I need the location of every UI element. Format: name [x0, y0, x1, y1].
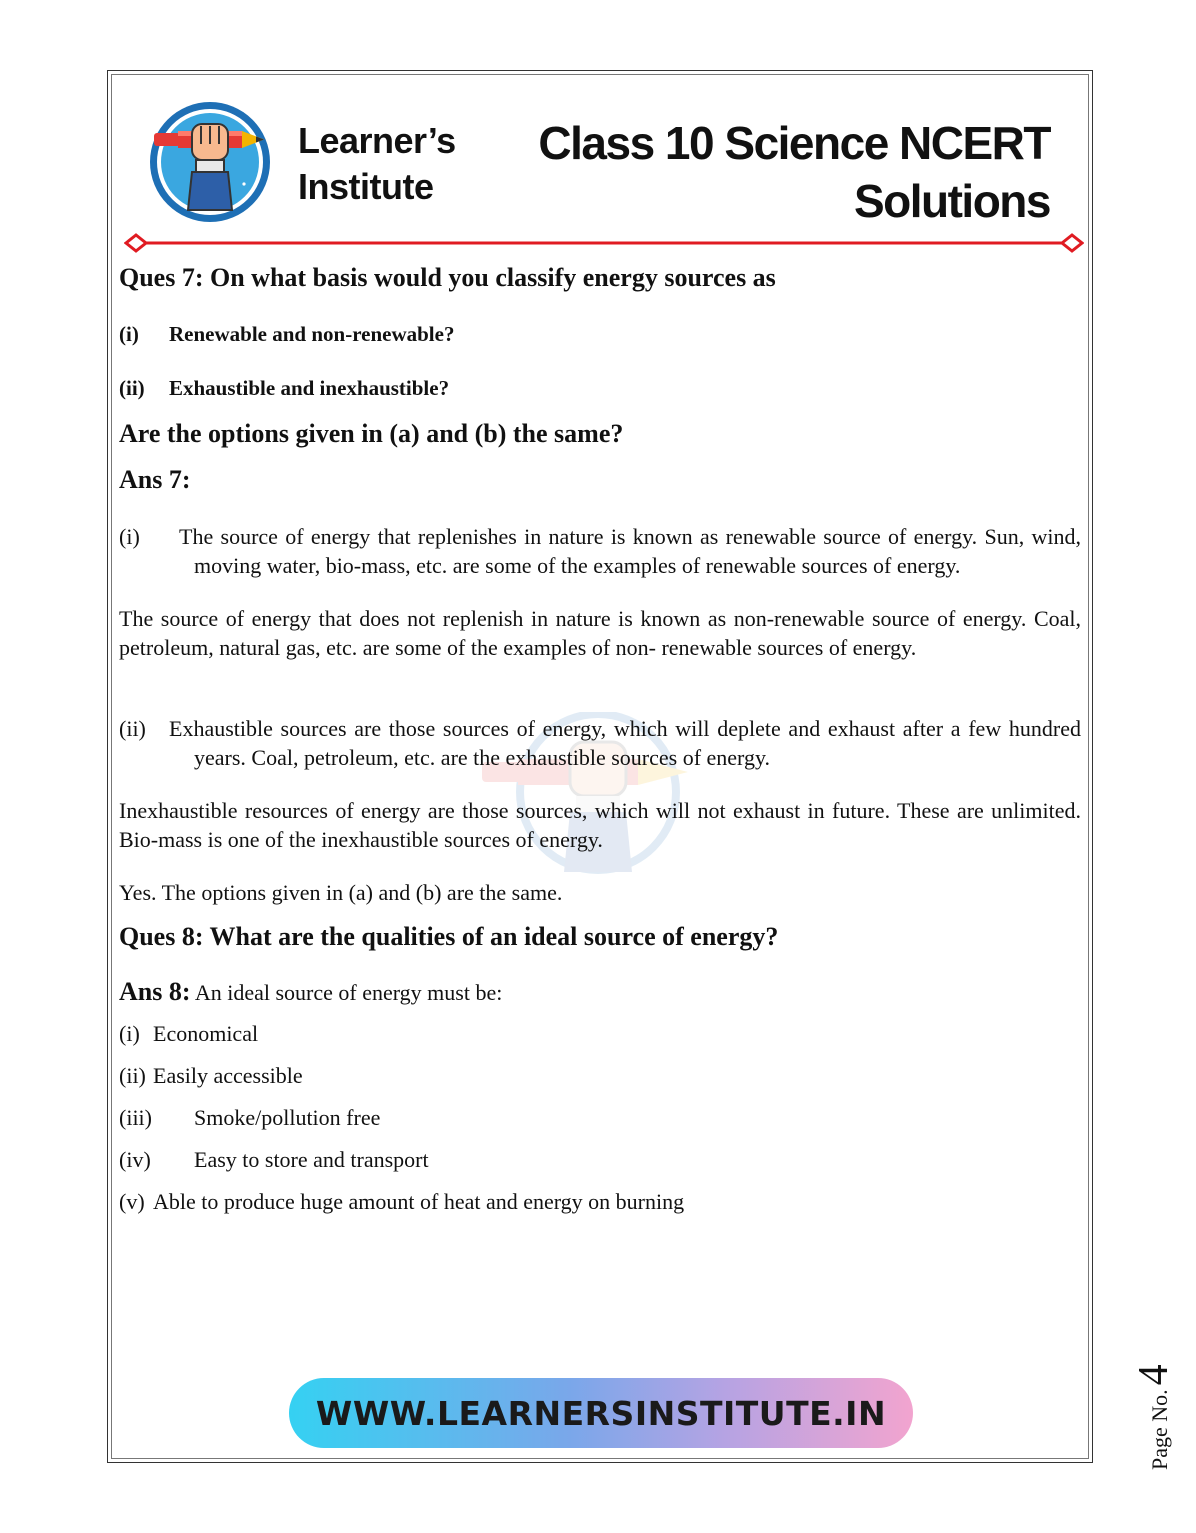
brand-name — [298, 118, 456, 210]
item-number: (i) — [119, 1021, 140, 1046]
website-url[interactable]: WWW.LEARNERSINSTITUTE.IN — [315, 1393, 887, 1433]
header-divider — [124, 233, 1084, 253]
document-title — [538, 114, 1050, 230]
title-line-1: Class 10 Science NCERT — [538, 117, 1050, 169]
answer-7-paragraph-4: Inexhaustible resources of energy are those sources, which will not exhaust in future. These are unlimited. Bio-mass is one of the inexhaustible sources of energy. — [119, 798, 1081, 852]
question-7-option-ii — [119, 374, 1081, 402]
answer-part-text: The source of energy that replenishes in nature is known as renewable source of energy. Sun, wind, moving water, bio-mass, etc. are some of the examples of renewable sources of energy. — [179, 524, 1081, 578]
option-text: Exhaustible and inexhaustible? — [169, 376, 450, 400]
question-7-followup: Are the options given in (a) and (b) the same? — [119, 419, 624, 448]
answer-7-label: Ans 7: — [119, 465, 191, 494]
item-text: Economical — [153, 1021, 259, 1046]
answer-8-item-v — [119, 1187, 1081, 1216]
title-line-2: Solutions — [853, 175, 1050, 227]
item-text: Able to produce huge amount of heat and energy on burning — [153, 1189, 685, 1214]
answer-8-item-iii — [119, 1103, 1081, 1132]
website-url-banner[interactable] — [289, 1378, 913, 1448]
answer-8-item-i — [119, 1019, 1081, 1048]
answer-7-paragraph-5: Yes. The options given in (a) and (b) are the same. — [119, 880, 563, 905]
answer-8-item-ii — [119, 1061, 1081, 1090]
option-text: Renewable and non-renewable? — [169, 322, 455, 346]
item-text: Easily accessible — [153, 1063, 303, 1088]
question-8-title: Ques 8: What are the qualities of an ideal source of energy? — [119, 922, 779, 951]
learners-institute-logo — [148, 100, 272, 224]
answer-8-item-iv — [119, 1145, 1081, 1174]
question-7-title: Ques 7: On what basis would you classify energy sources as — [119, 263, 776, 292]
answer-7-paragraph-2: The source of energy that does not replenish in nature is known as non-renewable source of energy. Coal, petroleum, natural gas, etc. are some of the examples of non- renewable sources of energy. — [119, 606, 1081, 660]
answer-7-part-i — [119, 522, 1081, 580]
page-number-label: Page No. — [1147, 1389, 1172, 1470]
question-7-option-i — [119, 320, 1081, 348]
answer-7-part-ii — [119, 714, 1081, 772]
brand-line-1: Learner’s — [298, 120, 456, 161]
item-number: (v) — [119, 1189, 145, 1214]
answer-part-number: (ii) — [119, 716, 146, 741]
answer-8-label: Ans 8: — [119, 977, 191, 1006]
item-number: (iv) — [119, 1147, 151, 1172]
brand-line-2: Institute — [298, 166, 434, 207]
answer-part-text: Exhaustible sources are those sources of energy, which will deplete and exhaust after a few hundred years. Coal, petroleum, etc. are the exhaustible sources of energy. — [169, 716, 1081, 770]
content — [119, 262, 1081, 1216]
item-text: Smoke/pollution free — [194, 1105, 381, 1130]
page-number-value: 4 — [1131, 1364, 1177, 1386]
item-number: (ii) — [119, 1063, 146, 1088]
answer-8-intro — [119, 977, 1081, 1007]
item-number: (iii) — [119, 1105, 152, 1130]
answer-part-number: (i) — [119, 524, 140, 549]
page-number — [1130, 1364, 1178, 1470]
answer-8-intro-text: An ideal source of energy must be: — [194, 980, 503, 1005]
option-number: (ii) — [119, 376, 145, 400]
item-text: Easy to store and transport — [194, 1147, 429, 1172]
option-number: (i) — [119, 322, 139, 346]
